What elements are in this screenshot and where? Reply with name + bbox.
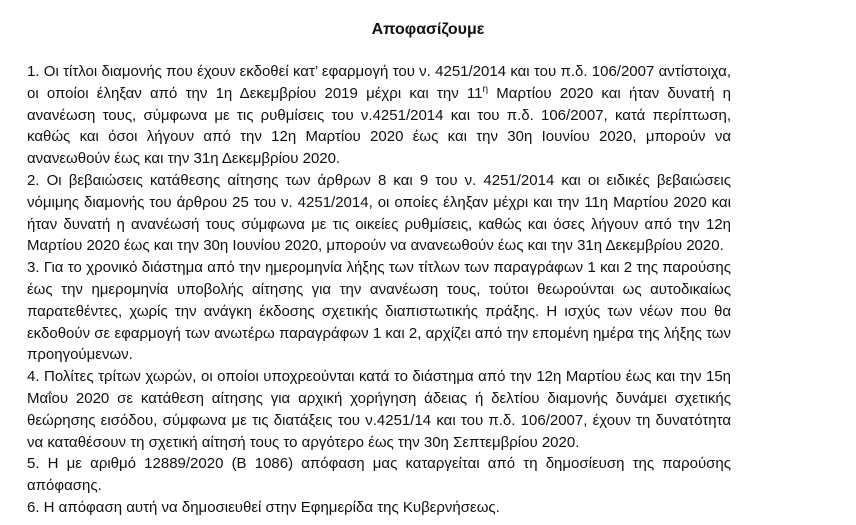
- paragraph-6: 6. Η απόφαση αυτή να δημοσιευθεί στην Εφημερίδα της Κυβερνήσεως.: [27, 498, 500, 516]
- paragraph-1: [27, 61, 731, 170]
- paragraph-5: 5. Η με αριθμό 12889/2020 (Β 1086) απόφαση μας καταργείται από τη δημοσίευση της παρούσης απόφασης.: [27, 455, 731, 495]
- ordinal-superscript: η: [482, 83, 489, 95]
- paragraph-4: 4. Πολίτες τρίτων χωρών, οι οποίοι υποχρεούνται κατά το διάστημα από την 12η Μαρτίου έως και την 15η Μαΐου 2020 σε κατάθεση αίτησης για αρχική χορήγηση άδειας ή δελτίου διαμονής δυνάμει σχετικής θεώρησης εισόδου, σύμφωνα με τις διατάξεις του ν.4251/14 και του π.δ. 106/2007, έχουν τη δυνατότητα να καταθέσουν τη σχετική αίτησή τους το αργότερο έως την 30η Σεπτεμβρίου 2020.: [27, 368, 731, 451]
- paragraph-1-text-end: Μαρτίου 2020 και ήταν δυνατή η ανανέωση τους, σύμφωνα με τις ρυθμίσεις του ν.4251/2014 και του π.δ. 106/2007, κατά περίπτωση, καθώς και όσοι λήγουν από την 12η Μαρτίου 2020 έως και την 30η Ιουνίου 2020, μπορούν να ανανεωθούν έως και την 31η Δεκεμβρίου 2020.: [27, 84, 731, 168]
- document-heading: Αποφασίζουμε: [371, 21, 485, 38]
- paragraph-1-text-start: 1. Οι τίτλοι διαμονής που έχουν εκδοθεί κατ’ εφαρμογή του ν. 4251/2014 και του π.δ. 106/2007 αντίστοιχα, οι οποίοι έληξαν από την 1η Δεκεμβρίου 2019 μέχρι και την 11: [27, 63, 731, 102]
- document-body: [27, 61, 731, 519]
- paragraph-2: 2. Οι βεβαιώσεις κατάθεσης αίτησης των άρθρων 8 και 9 του ν. 4251/2014 και οι ειδικές βεβαιώσεις νόμιμης διαμονής του άρθρου 25 του ν. 4251/2014, οι οποίες έληξαν μέχρι και την 11η Μαρτίου 2020 και ήταν δυνατή η ανανέωσή τους σύμφωνα με τις οικείες ρυθμίσεις, καθώς και όσες λήγουν από την 12η Μαρτίου 2020 έως και την 30η Ιουνίου 2020, μπορούν να ανανεωθούν έως και την 31η Δεκεμβρίου 2020.: [27, 171, 731, 255]
- paragraph-3: 3. Για το χρονικό διάστημα από την ημερομηνία λήξης των τίτλων των παραγράφων 1 και 2 της παρούσης έως την ημερομηνία υποβολής αίτησης για την ανανέωση τους, τούτοι θεωρούνται ως αυτοδικαίως παρατεθέντες, χωρίς την ανάγκη έκδοσης σχετικής διαπιστωτικής πράξης. Η ισχύς των νέων που θα εκδοθούν σε εφαρμογή των ανωτέρω παραγράφων 1 και 2, αρχίζει από την επομένη ημέρα της λήξης των προηγούμενων.: [27, 259, 731, 364]
